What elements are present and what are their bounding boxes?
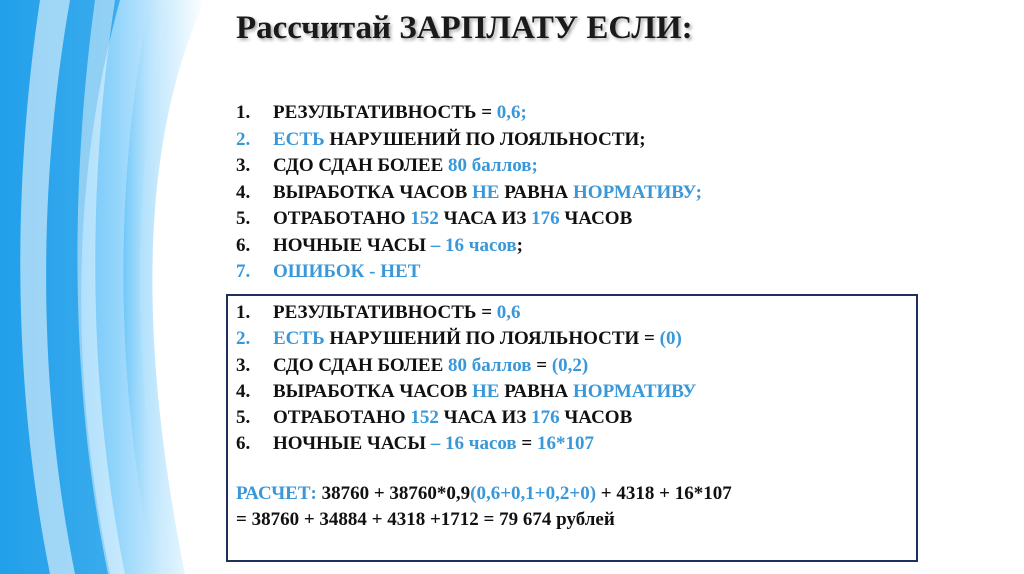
list-item: [236, 431, 696, 457]
list-number: 5.: [236, 407, 251, 429]
item-text: РАВНА: [499, 380, 574, 402]
item-text: РЕЗУЛЬТАТИВНОСТЬ =: [273, 102, 497, 123]
item-keyword: НЕ: [472, 380, 500, 402]
item-text: ЧАСА ИЗ: [438, 407, 532, 429]
item-value: 80 баллов: [448, 354, 532, 376]
list-item: [236, 206, 702, 233]
item-keyword: НЕ: [472, 181, 500, 203]
item-text: =: [516, 433, 537, 455]
item-text: НОЧНЫЕ ЧАСЫ: [273, 234, 431, 256]
item-value: 80 баллов;: [448, 155, 538, 176]
item-value: – 16 часов: [430, 234, 517, 256]
item-text: ;: [516, 234, 523, 256]
item-value: (0): [659, 328, 682, 350]
item-text: СДО СДАН БОЛЕЕ: [273, 155, 448, 176]
item-text: ОТРАБОТАНО: [273, 407, 411, 429]
list-item: [236, 127, 702, 154]
list-number: 5.: [236, 208, 251, 229]
list-item: [236, 153, 702, 180]
item-text: =: [531, 354, 552, 376]
list-number: 4.: [236, 380, 251, 402]
list-item: [236, 379, 696, 405]
list-item: [236, 259, 702, 286]
item-value: – 16 часов: [430, 433, 517, 455]
list-number: 2.: [236, 128, 251, 150]
list-number: 1.: [236, 102, 251, 123]
conditions-list: [236, 100, 702, 286]
list-item: [236, 326, 696, 352]
calculation-frame: [226, 294, 918, 562]
formula-part: 38760 + 38760*0,9: [316, 483, 471, 504]
list-number: 6.: [236, 433, 251, 455]
item-text: РАВНА: [499, 181, 574, 203]
item-text: ЧАСА ИЗ: [438, 208, 532, 229]
item-value: 16*107: [537, 433, 594, 455]
item-text: ОШИБОК - НЕТ: [273, 261, 421, 282]
list-number: 6.: [236, 234, 251, 256]
formula-coefficients: (0,6+0,1+0,2+0): [470, 483, 597, 504]
list-item: [236, 100, 702, 127]
list-number: 3.: [236, 354, 251, 376]
list-number: 3.: [236, 155, 251, 176]
list-number: 4.: [236, 181, 251, 203]
list-item: [236, 353, 696, 379]
item-value: 152: [410, 208, 439, 229]
item-keyword: ЕСТЬ: [273, 128, 325, 150]
item-keyword: НОРМАТИВУ: [573, 380, 697, 402]
item-text: РЕЗУЛЬТАТИВНОСТЬ =: [273, 302, 497, 323]
item-text: НАРУШЕНИЙ ПО ЛОЯЛЬНОСТИ;: [324, 128, 646, 150]
item-value: 176: [531, 407, 560, 429]
list-item: [236, 405, 696, 431]
list-item: [236, 180, 702, 207]
item-value: 0,6: [496, 302, 521, 323]
item-text: НАРУШЕНИЙ ПО ЛОЯЛЬНОСТИ =: [324, 328, 660, 350]
item-text: ВЫРАБОТКА ЧАСОВ: [273, 380, 472, 402]
item-value: 152: [410, 407, 439, 429]
calculation-result: = 38760 + 34884 + 4318 +1712 = 79 674 рублей: [236, 509, 615, 530]
item-text: ЧАСОВ: [559, 407, 633, 429]
item-keyword: НОРМАТИВУ;: [573, 181, 702, 203]
item-value: 0,6;: [496, 102, 527, 123]
list-number: 7.: [236, 261, 251, 282]
item-text: ЧАСОВ: [559, 208, 633, 229]
formula-part: + 4318 + 16*107: [596, 483, 732, 504]
item-keyword: ЕСТЬ: [273, 328, 325, 350]
slide-title: Рассчитай ЗАРПЛАТУ ЕСЛИ:: [236, 10, 693, 46]
list-number: 2.: [236, 328, 251, 350]
calculation-label: РАСЧЕТ:: [236, 483, 317, 504]
calculation-formula: [236, 481, 732, 533]
list-item: [236, 233, 702, 260]
item-value: (0,2): [551, 354, 589, 376]
list-item: [236, 300, 696, 326]
list-number: 1.: [236, 302, 251, 323]
item-text: ВЫРАБОТКА ЧАСОВ: [273, 181, 472, 203]
item-value: 176: [531, 208, 560, 229]
item-text: НОЧНЫЕ ЧАСЫ: [273, 433, 431, 455]
item-text: ОТРАБОТАНО: [273, 208, 411, 229]
item-text: СДО СДАН БОЛЕЕ: [273, 354, 448, 376]
evaluated-conditions-list: [236, 300, 696, 458]
